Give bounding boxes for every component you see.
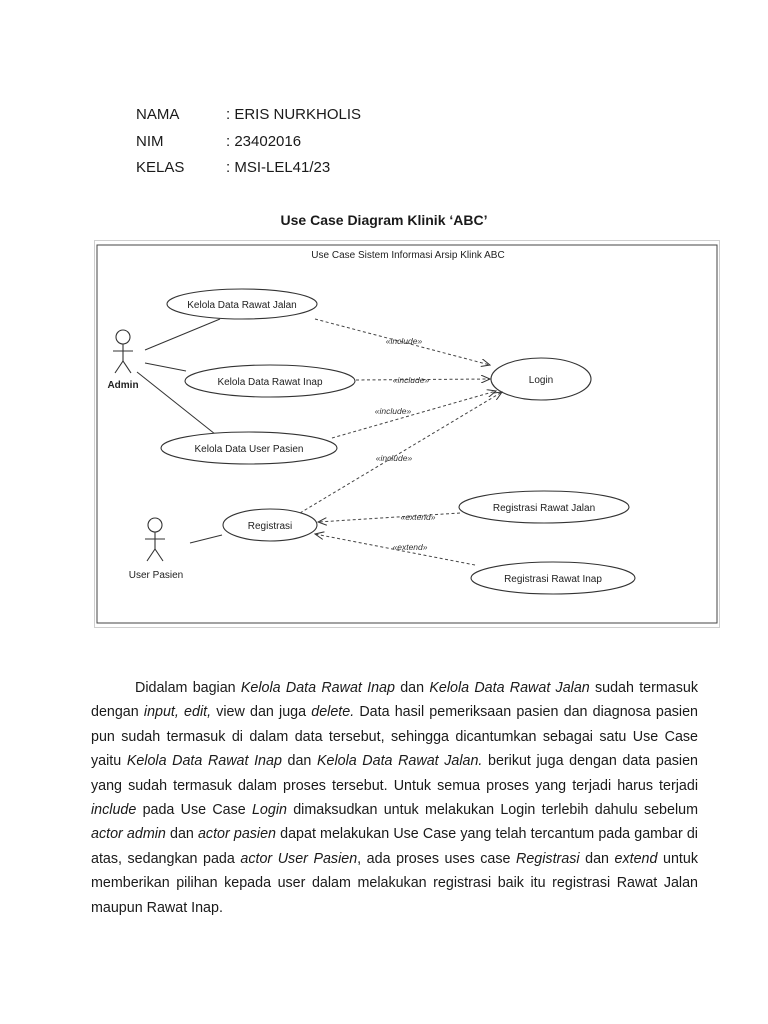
text-run: pada Use Case [136, 802, 252, 819]
text-run: Didalam bagian [135, 680, 241, 696]
text-run-italic: delete. [311, 704, 355, 721]
extend-arrow-rawat-jalan [318, 513, 460, 522]
text-run-italic: Kelola Data Rawat Inap [240, 680, 395, 696]
text-run-italic: Kelola Data Rawat Inap [126, 753, 282, 770]
info-row-nama [136, 106, 361, 133]
text-run-italic: Login [251, 802, 287, 819]
text-run-italic: Kelola Data Rawat Jalan [429, 680, 590, 696]
use-case-diagram [94, 240, 720, 628]
nim-value: : 23402016 [226, 132, 302, 150]
diagram-title: Use Case Diagram Klinik ‘ABC’ [280, 212, 488, 228]
include-label-3: «include» [374, 406, 412, 416]
text-run: dapat melakukan Use Case yang telah tercantum pada gambar di atas, sedangkan pada [91, 826, 698, 867]
extend-label-1: «extend» [400, 512, 436, 522]
text-run: berikut juga dengan data pasien yang sudah termasuk dalam proses tersebut. Untuk semua proses yang terjadi harus terjadi [91, 753, 698, 794]
text-run-italic: actor pasien [197, 826, 277, 843]
include-label-2: «include» [392, 375, 430, 385]
use-case-rawat-inap-label: Kelola Data Rawat Inap [217, 377, 323, 388]
text-run-italic: Kelola Data Rawat Jalan. [316, 753, 483, 770]
include-arrow-user-pasien [332, 391, 496, 438]
text-run: untuk memberikan pilihan kepada user dalam melakukan registrasi baik itu registrasi Rawat Jalan maupun Rawat Inap. [91, 850, 698, 916]
use-case-reg-rawat-inap-label: Registrasi Rawat Inap [504, 574, 602, 585]
text-run-italic: actor admin [91, 826, 166, 843]
text-run-italic: extend [614, 850, 658, 867]
info-row-kelas [136, 159, 361, 186]
use-case-registrasi-label: Registrasi [247, 521, 293, 532]
info-row-nim [136, 133, 361, 160]
text-run-italic: Registrasi [516, 850, 580, 867]
text-run-italic: actor User Pasien [240, 850, 358, 867]
text-run: Data hasil pemeriksaan pasien dan diagnosa pasien pun sudah termasuk di dalam data tersebut, sehingga dicantumkan sebagai satu Use Case yaitu [91, 704, 698, 770]
kelas-label: KELAS [136, 159, 185, 176]
description-paragraph [91, 676, 698, 920]
include-label-1: «include» [385, 336, 423, 346]
student-info [136, 106, 361, 186]
use-case-rawat-jalan [167, 289, 317, 319]
system-title: Use Case Sistem Informasi Arsip Klink ABC [311, 250, 505, 261]
user-pasien-actor-label: User Pasien [128, 570, 184, 581]
nama-label: NAMA [136, 106, 180, 123]
text-run: , ada proses uses case [357, 850, 517, 867]
use-case-reg-rawat-inap [471, 562, 635, 594]
text-run: dan [394, 680, 430, 696]
use-case-registrasi [223, 509, 317, 541]
text-run-italic: input, edit, [143, 704, 212, 721]
use-case-login [491, 358, 591, 400]
nim-label: NIM [136, 132, 164, 150]
kelas-value: : MSI-LEL41/23 [226, 159, 331, 176]
use-case-reg-rawat-jalan [459, 491, 629, 523]
text-run: sudah termasuk dengan [91, 680, 698, 721]
admin-actor-label: Admin [107, 380, 139, 391]
user-pasien-actor [145, 518, 165, 561]
admin-actor [113, 330, 133, 373]
text-run-italic: include [91, 802, 137, 819]
use-case-rawat-jalan-label: Kelola Data Rawat Jalan [187, 300, 297, 311]
text-run: dimaksudkan untuk melakukan Login terlebih dahulu sebelum [286, 802, 698, 819]
association-lines [137, 319, 222, 543]
extend-label-2: «extend» [392, 542, 428, 552]
use-case-login-label: Login [528, 375, 554, 386]
text-run: dan [165, 826, 198, 843]
text-run: dan [579, 850, 615, 867]
use-case-user-pasien-label: Kelola Data User Pasien [194, 444, 304, 455]
include-label-4: «include» [375, 453, 413, 463]
use-case-rawat-inap [185, 365, 355, 397]
nama-value: : ERIS NURKHOLIS [226, 106, 362, 123]
use-case-reg-rawat-jalan-label: Registrasi Rawat Jalan [492, 503, 596, 514]
text-run: view dan juga [211, 704, 312, 721]
use-case-user-pasien [161, 432, 337, 464]
text-run: dan [281, 753, 317, 770]
